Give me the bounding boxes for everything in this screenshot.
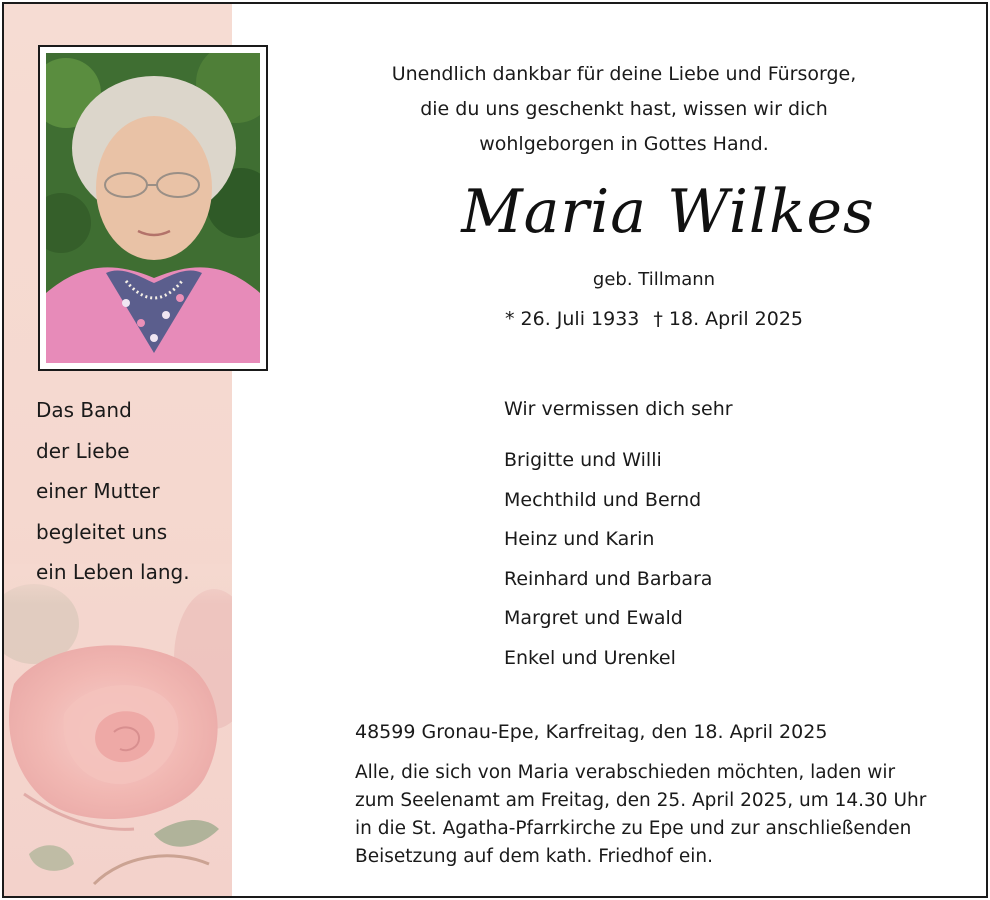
notice-line: Alle, die sich von Maria verabschieden möchten, laden wir bbox=[355, 762, 896, 783]
notice-line: zum Seelenamt am Freitag, den 25. April 2025, um 14.30 Uhr bbox=[355, 790, 927, 811]
birth-name: geb. Tillmann bbox=[592, 269, 716, 290]
mourner-name: Reinhard und Barbara bbox=[504, 567, 713, 590]
mourner-name: Heinz und Karin bbox=[504, 528, 655, 550]
portrait-illustration bbox=[46, 53, 260, 363]
mourner-name: Mechthild und Bernd bbox=[504, 488, 702, 511]
place-date: 48599 Gronau-Epe, Karfreitag, den 18. April 2025 bbox=[355, 721, 828, 743]
portrait-photo bbox=[46, 53, 260, 363]
poem-line: der Liebe bbox=[36, 438, 130, 463]
life-dates bbox=[474, 306, 834, 332]
notice-line: in die St. Agatha-Pfarrkirche zu Epe und zur anschließenden bbox=[355, 818, 912, 839]
poem bbox=[36, 390, 226, 593]
mourner-name: Enkel und Urenkel bbox=[504, 646, 676, 669]
intro-line: wohlgeborgen in Gottes Hand. bbox=[479, 133, 769, 155]
deceased-name: Maria Wilkes bbox=[461, 177, 875, 247]
mourner-name: Margret und Ewald bbox=[504, 607, 683, 629]
death-date: † 18. April 2025 bbox=[653, 308, 804, 330]
mourner-name: Brigitte und Willi bbox=[504, 449, 662, 471]
poem-line: ein Leben lang. bbox=[36, 560, 190, 584]
funeral-notice bbox=[355, 759, 955, 871]
intro-line: Unendlich dankbar für deine Liebe und Fürsorge, bbox=[391, 63, 857, 85]
intro-line: die du uns geschenkt hast, wissen wir dich bbox=[420, 98, 828, 120]
poem-line: begleitet uns bbox=[36, 519, 168, 544]
portrait-frame bbox=[38, 45, 268, 371]
notice-line: Beisetzung auf dem kath. Friedhof ein. bbox=[355, 846, 713, 867]
obituary-card bbox=[2, 2, 988, 898]
birth-date: * 26. Juli 1933 bbox=[504, 308, 640, 330]
intro-text bbox=[334, 57, 914, 162]
rose-illustration bbox=[4, 564, 232, 896]
mourners-list bbox=[504, 441, 712, 678]
poem-line: einer Mutter bbox=[36, 479, 160, 503]
poem-line: Das Band bbox=[36, 398, 132, 422]
mourners-heading: Wir vermissen dich sehr bbox=[504, 398, 733, 420]
